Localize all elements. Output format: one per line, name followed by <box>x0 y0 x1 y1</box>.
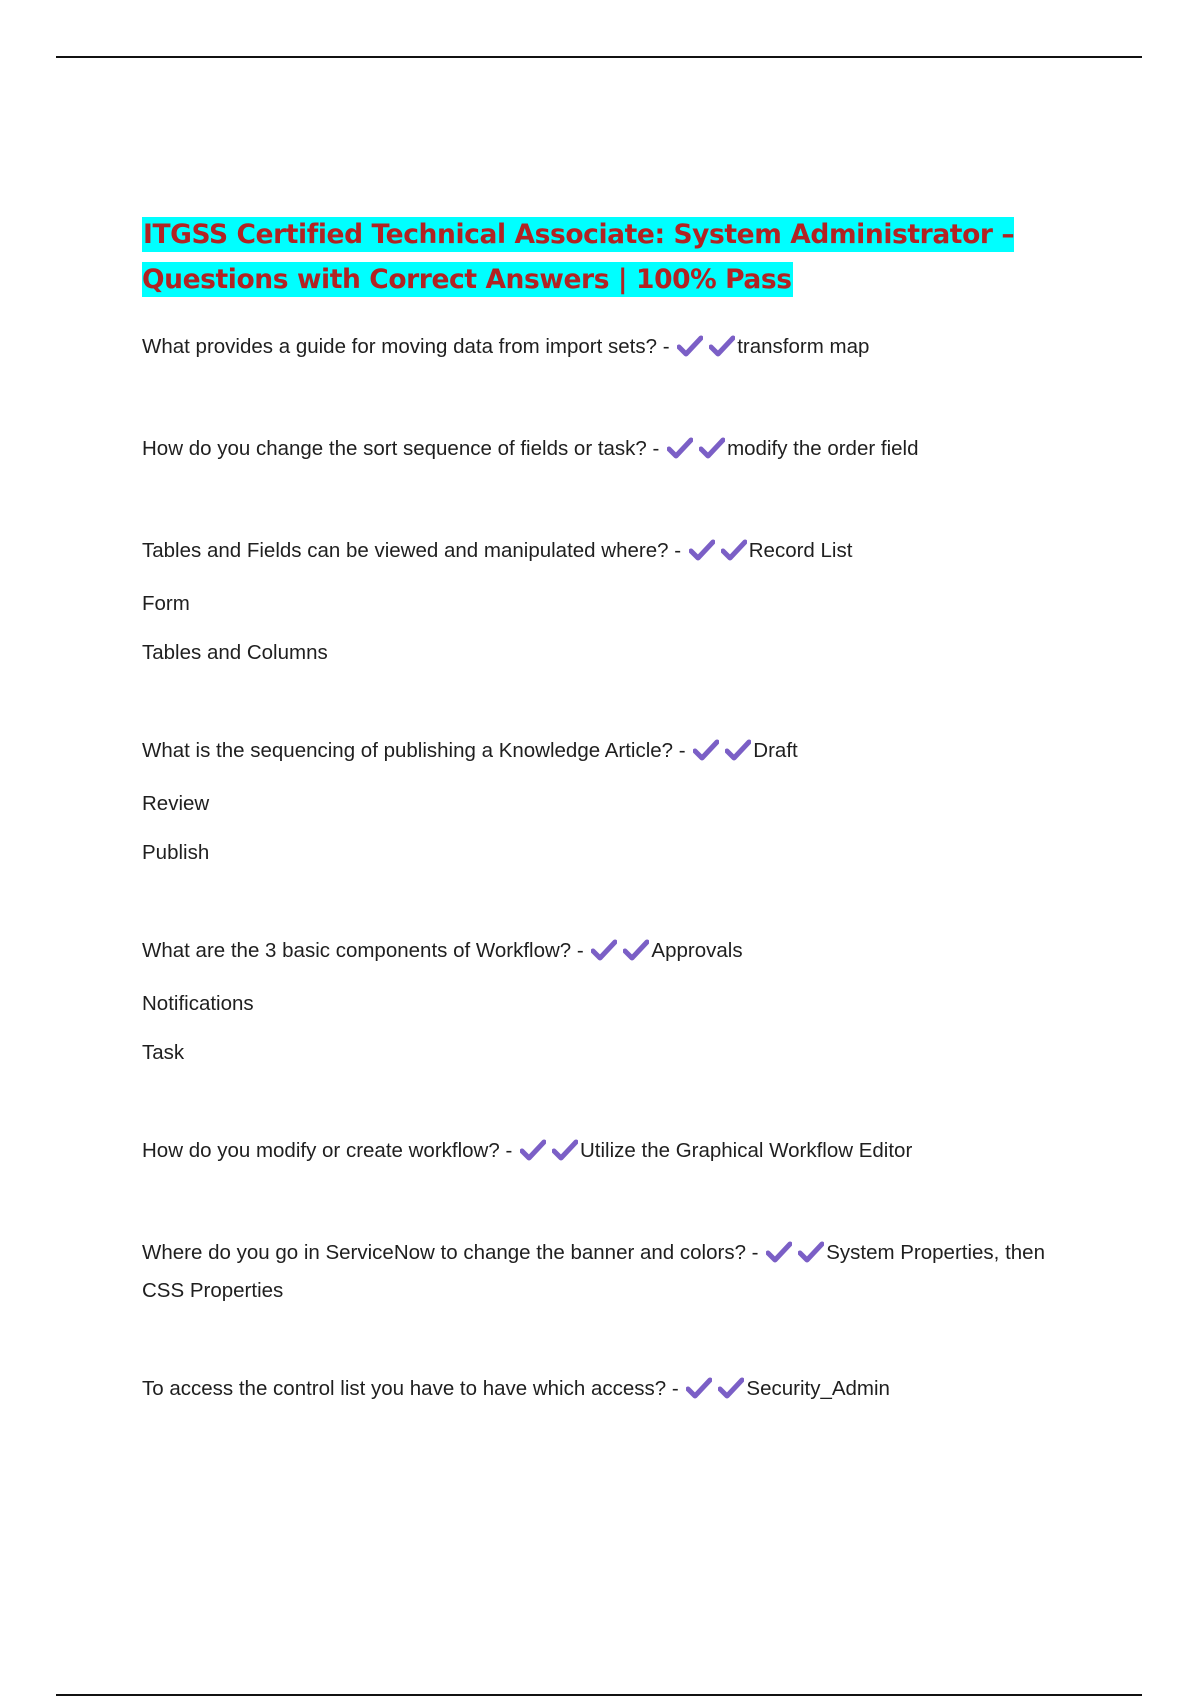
answer-marker-icons <box>520 1138 579 1172</box>
question-line <box>142 330 1062 368</box>
question-line <box>142 1372 1062 1410</box>
answer-line: Notifications <box>142 992 254 1015</box>
question-separator: - <box>673 739 692 762</box>
check-icon <box>552 1139 578 1161</box>
answer-text: modify the order field <box>727 437 919 460</box>
question-answer-item <box>142 934 1062 1070</box>
answer-text: Utilize the Graphical Workflow Editor <box>579 1139 913 1162</box>
question-answer-item <box>142 1372 1062 1410</box>
check-icon <box>766 1241 792 1263</box>
question-line <box>142 432 1062 470</box>
answer-line: Form <box>142 592 190 615</box>
answer-text: Security_Admin <box>746 1377 890 1400</box>
question-answer-item <box>142 534 1062 670</box>
answer-text: Draft <box>753 739 798 762</box>
question-answer-item <box>142 734 1062 870</box>
question-text: What is the sequencing of publishing a Knowledge Article? <box>142 739 674 762</box>
answer-text: Record List <box>748 539 853 562</box>
check-icon <box>721 539 747 561</box>
question-text: To access the control list you have to have which access? <box>142 1377 667 1400</box>
answer-text: transform map <box>737 335 870 358</box>
question-separator: - <box>646 437 666 460</box>
question-separator: - <box>571 939 590 962</box>
question-separator: - <box>499 1139 518 1162</box>
check-icon <box>623 939 649 961</box>
document-page <box>142 212 1062 1474</box>
question-text: Where do you go in ServiceNow to change the banner and colors? <box>142 1241 746 1264</box>
question-separator: - <box>745 1241 765 1264</box>
question-line <box>142 534 1062 572</box>
check-icon <box>520 1139 546 1161</box>
question-text: Tables and Fields can be viewed and manipulated where? <box>142 539 669 562</box>
question-answer-item <box>142 1134 1062 1172</box>
check-icon <box>798 1241 824 1263</box>
check-icon <box>693 739 719 761</box>
check-icon <box>718 1377 744 1399</box>
question-line <box>142 934 1062 972</box>
answer-marker-icons <box>677 334 736 368</box>
question-separator: - <box>657 335 676 358</box>
answer-marker-icons <box>667 436 726 470</box>
answer-marker-icons <box>693 738 752 772</box>
check-icon <box>667 437 693 459</box>
highlighted-title-text: ITGSS Certified Technical Associate: System Administrator – Questions with Correct Answers | 100% Pass <box>142 219 1015 295</box>
answer-line: Publish <box>142 841 210 864</box>
question-line <box>142 1134 1062 1172</box>
question-text: What are the 3 basic components of Workflow? <box>142 939 572 962</box>
question-text: How do you modify or create workflow? <box>142 1139 500 1162</box>
question-separator: - <box>666 1377 685 1400</box>
check-icon <box>699 437 725 459</box>
question-text: What provides a guide for moving data from import sets? <box>142 335 658 358</box>
check-icon <box>686 1377 712 1399</box>
question-answer-item <box>142 432 1062 470</box>
question-separator: - <box>668 539 687 562</box>
answer-line: Review <box>142 792 210 815</box>
answer-marker-icons <box>686 1376 745 1410</box>
question-answer-list <box>142 330 1062 1410</box>
question-answer-item <box>142 1236 1062 1308</box>
question-line <box>142 1236 1062 1308</box>
answer-marker-icons <box>766 1240 825 1274</box>
bottom-rule <box>56 1694 1142 1696</box>
answer-marker-icons <box>591 938 650 972</box>
question-text: How do you change the sort sequence of fields or task? <box>142 437 647 460</box>
answer-line: Tables and Columns <box>142 641 328 664</box>
top-rule <box>56 56 1142 58</box>
question-answer-item <box>142 330 1062 368</box>
check-icon <box>689 539 715 561</box>
document-title <box>142 212 1062 302</box>
answer-text: Approvals <box>651 939 743 962</box>
check-icon <box>677 335 703 357</box>
answer-marker-icons <box>689 538 748 572</box>
check-icon <box>725 739 751 761</box>
check-icon <box>709 335 735 357</box>
question-line <box>142 734 1062 772</box>
answer-text: System Properties, then CSS Properties <box>142 1241 1045 1302</box>
answer-line: Task <box>142 1041 185 1064</box>
check-icon <box>591 939 617 961</box>
